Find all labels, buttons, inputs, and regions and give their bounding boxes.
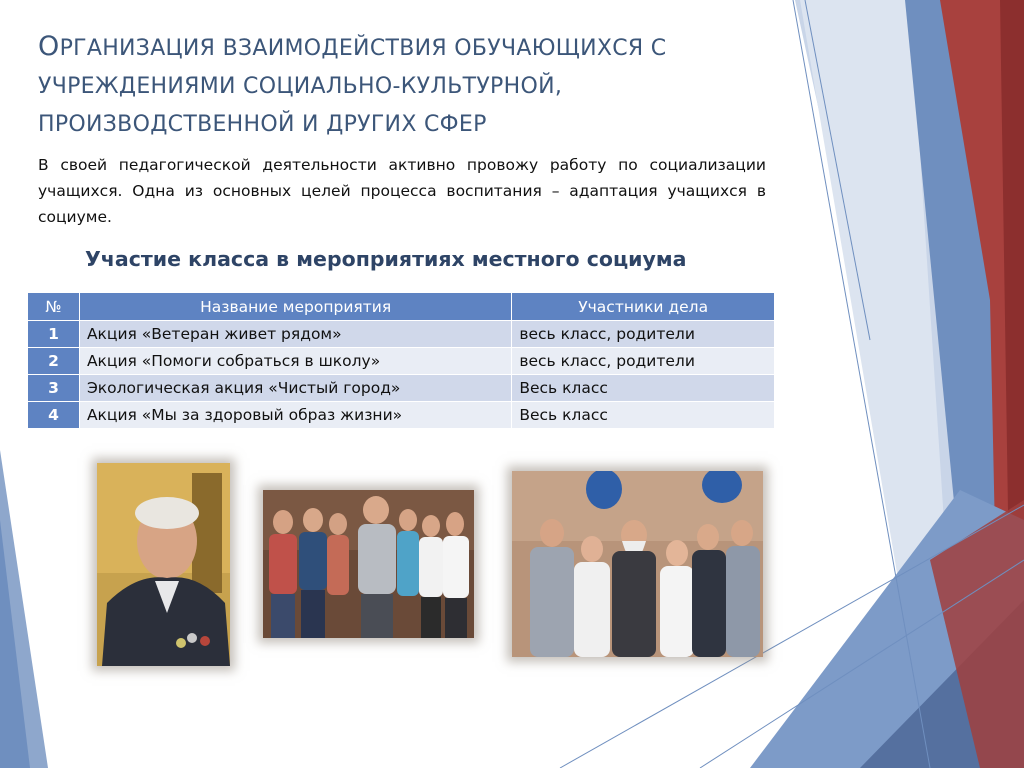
row-number: 1: [28, 321, 80, 348]
veteran-photo: [97, 463, 230, 666]
row-number: 2: [28, 348, 80, 375]
table-row: [28, 402, 775, 429]
row-number: 4: [28, 402, 80, 429]
title-line-1: [38, 28, 758, 68]
event-participants: Весь класс: [512, 402, 775, 429]
event-name: Экологическая акция «Чистый город»: [79, 375, 511, 402]
header-participants: Участники дела: [512, 293, 775, 321]
title-line-2: УЧРЕЖДЕНИЯМИ СОЦИАЛЬНО-КУЛЬТУРНОЙ,: [38, 74, 563, 99]
celebration-group-photo: [512, 471, 763, 657]
row-number: 3: [28, 375, 80, 402]
header-num: №: [28, 293, 80, 321]
table-row: [28, 348, 775, 375]
table-header-row: [28, 293, 775, 321]
title-line-1-cap: О: [38, 31, 60, 62]
table-row: [28, 375, 775, 402]
table-subtitle: Участие класса в мероприятиях местного социума: [85, 247, 687, 271]
table-row: [28, 321, 775, 348]
title-line-1-rest: РГАНИЗАЦИЯ ВЗАИМОДЕЙСТВИЯ ОБУЧАЮЩИХСЯ С: [59, 36, 667, 61]
header-event-name: Название мероприятия: [79, 293, 511, 321]
events-table: [27, 292, 775, 429]
event-participants: весь класс, родители: [512, 348, 775, 375]
event-participants: Весь класс: [512, 375, 775, 402]
slide-title: [38, 28, 758, 144]
intro-paragraph: В своей педагогической деятельности активно провожу работу по социализации учащихся. Одна из основных целей процесса воспитания – адаптация учащихся в социуме.: [38, 156, 766, 226]
event-participants: весь класс, родители: [512, 321, 775, 348]
title-line-3: ПРОИЗВОДСТВЕННОЙ И ДРУГИХ СФЕР: [38, 112, 487, 137]
event-name: Акция «Мы за здоровый образ жизни»: [79, 402, 511, 429]
event-name: Акция «Ветеран живет рядом»: [79, 321, 511, 348]
event-name: Акция «Помоги собраться в школу»: [79, 348, 511, 375]
group-photo-students: [263, 490, 474, 638]
